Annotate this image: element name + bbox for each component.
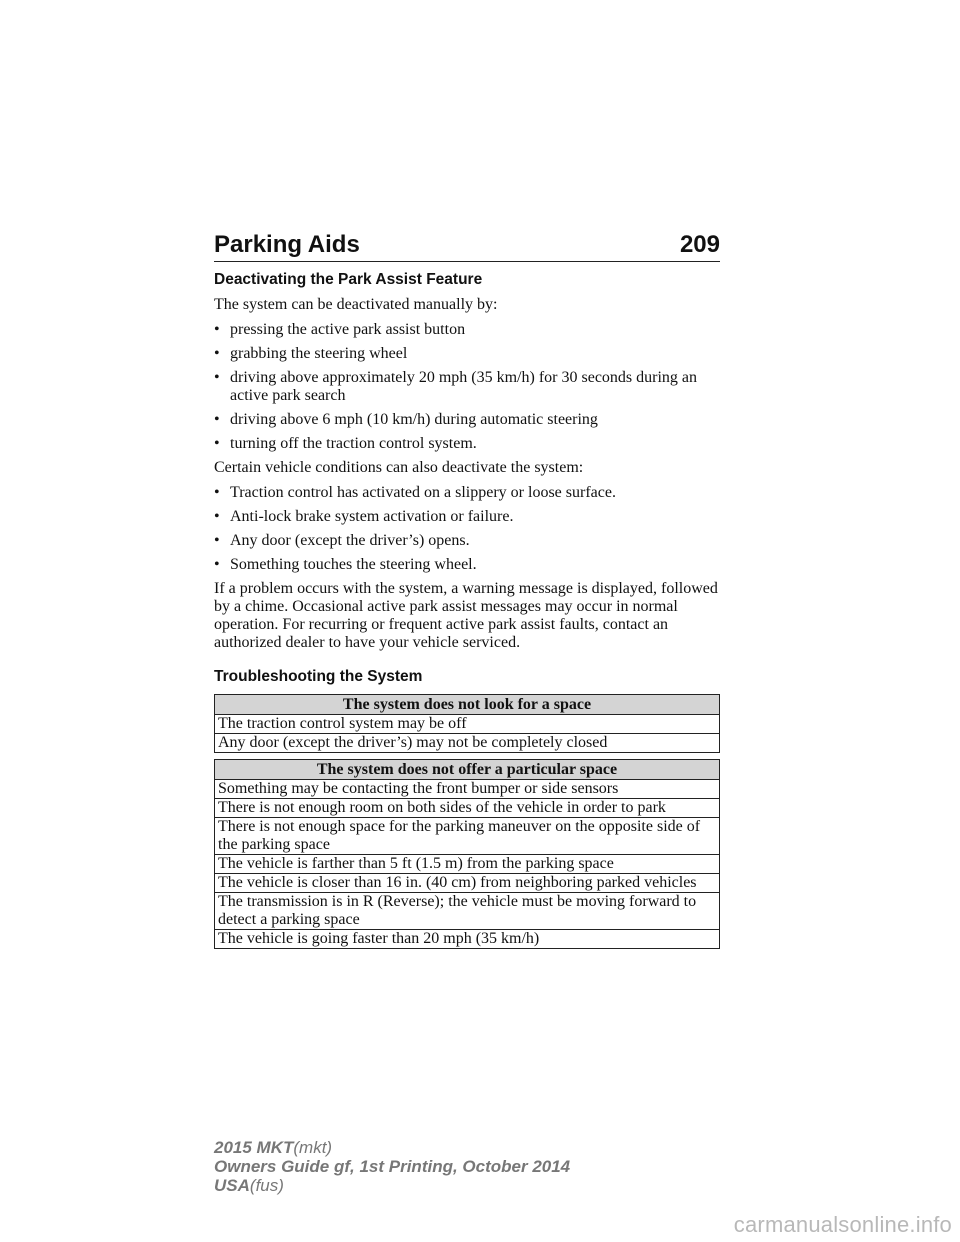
table-row [215, 893, 720, 930]
table-row [215, 799, 720, 818]
footer-line-model: 2015 MKT(mkt) [214, 1138, 333, 1157]
table-cell: The traction control system may be off [215, 715, 720, 734]
print-footer [214, 1138, 570, 1195]
table-header-row [215, 760, 720, 780]
troubleshooting-table-no-offer [214, 759, 720, 949]
section-heading-deactivating: Deactivating the Park Assist Feature [214, 271, 483, 288]
bullet-icon: • [214, 532, 220, 549]
footer-line-region: USA(fus) [214, 1176, 284, 1195]
manual-deactivation-list [214, 321, 720, 453]
bullet-icon: • [214, 369, 220, 386]
page-content [214, 270, 720, 955]
table-cell: Something may be contacting the front bumper or side sensors [215, 780, 720, 799]
bullet-icon: • [214, 411, 220, 428]
page-number: 209 [679, 231, 720, 258]
list-item: • pressing the active park assist button [214, 321, 466, 338]
table-cell: Any door (except the driver’s) may not be completely closed [215, 734, 720, 753]
bullet-icon: • [214, 321, 220, 338]
table-header: The system does not offer a particular space [215, 760, 720, 780]
list-item: • Traction control has activated on a slippery or loose surface. [214, 484, 616, 501]
list-item: • grabbing the steering wheel [214, 345, 408, 362]
section-heading-troubleshooting: Troubleshooting the System [214, 668, 423, 685]
list-item: • Any door (except the driver’s) opens. [214, 532, 470, 549]
warning-paragraph: If a problem occurs with the system, a warning message is displayed, followed by a chime. Occasional active park assist messages may occur in normal operation. For recurring or frequent active park assist faults, contact an authorized dealer to have your vehicle serviced. [214, 580, 718, 651]
table-row [215, 874, 720, 893]
bullet-icon: • [214, 556, 220, 573]
conditions-intro: Certain vehicle conditions can also deactivate the system: [214, 459, 584, 476]
table-cell: The vehicle is farther than 5 ft (1.5 m) from the parking space [215, 855, 720, 874]
list-item: • Anti-lock brake system activation or failure. [214, 508, 514, 525]
table-cell: The vehicle is going faster than 20 mph (35 km/h) [215, 930, 720, 949]
table-row [215, 855, 720, 874]
table-row [215, 780, 720, 799]
table-cell: There is not enough room on both sides of the vehicle in order to park [215, 799, 720, 818]
footer-line-printing: Owners Guide gf, 1st Printing, October 2014 [214, 1157, 571, 1176]
table-cell: The transmission is in R (Reverse); the vehicle must be moving forward to detect a parking space [215, 893, 720, 930]
list-item: • driving above approximately 20 mph (35 km/h) for 30 seconds during an active park search [214, 369, 698, 404]
bullet-icon: • [214, 484, 220, 501]
table-cell: The vehicle is closer than 16 in. (40 cm) from neighboring parked vehicles [215, 874, 720, 893]
condition-deactivation-list [214, 484, 720, 574]
bullet-icon: • [214, 508, 220, 525]
watermark: carmanualsonline.info [733, 1212, 952, 1237]
chapter-title: Parking Aids [214, 231, 360, 258]
table-cell: There is not enough space for the parking maneuver on the opposite side of the parking space [215, 818, 720, 855]
table-header: The system does not look for a space [215, 695, 720, 715]
list-item: • driving above 6 mph (10 km/h) during automatic steering [214, 411, 598, 428]
bullet-icon: • [214, 345, 220, 362]
table-row [215, 818, 720, 855]
table-row [215, 715, 720, 734]
table-row [215, 734, 720, 753]
bullet-icon: • [214, 435, 220, 452]
intro-paragraph: The system can be deactivated manually by: [214, 296, 498, 313]
table-header-row [215, 695, 720, 715]
list-item: • Something touches the steering wheel. [214, 556, 477, 573]
table-row [215, 930, 720, 949]
troubleshooting-table-no-search [214, 694, 720, 753]
page-header [214, 226, 720, 262]
list-item: • turning off the traction control system. [214, 435, 477, 452]
